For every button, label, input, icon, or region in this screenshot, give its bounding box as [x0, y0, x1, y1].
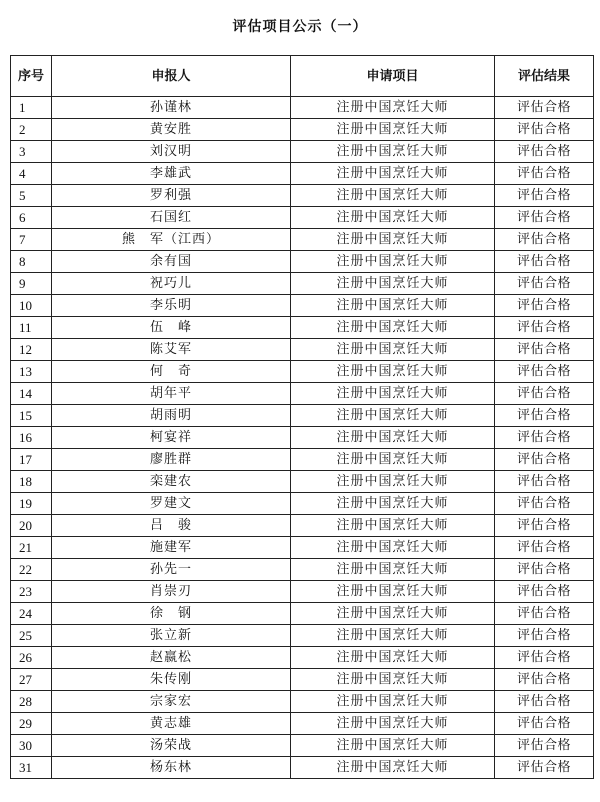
cell-applicant: 赵嬴松 [52, 647, 291, 669]
table-row [11, 427, 594, 449]
cell-result: 评估合格 [495, 757, 594, 779]
cell-project: 注册中国烹饪大师 [291, 669, 495, 691]
cell-project: 注册中国烹饪大师 [291, 295, 495, 317]
table-row [11, 735, 594, 757]
cell-no: 22 [11, 559, 52, 581]
cell-result: 评估合格 [495, 339, 594, 361]
cell-project: 注册中国烹饪大师 [291, 625, 495, 647]
cell-applicant: 伍 峰 [52, 317, 291, 339]
cell-result: 评估合格 [495, 361, 594, 383]
cell-no: 9 [11, 273, 52, 295]
cell-no: 18 [11, 471, 52, 493]
table-row [11, 647, 594, 669]
cell-result: 评估合格 [495, 97, 594, 119]
cell-applicant: 柯宴祥 [52, 427, 291, 449]
table-row [11, 361, 594, 383]
cell-no: 14 [11, 383, 52, 405]
cell-project: 注册中国烹饪大师 [291, 713, 495, 735]
cell-no: 12 [11, 339, 52, 361]
table-row [11, 449, 594, 471]
cell-project: 注册中国烹饪大师 [291, 647, 495, 669]
table-row [11, 515, 594, 537]
cell-no: 10 [11, 295, 52, 317]
cell-project: 注册中国烹饪大师 [291, 691, 495, 713]
cell-result: 评估合格 [495, 251, 594, 273]
cell-applicant: 余有国 [52, 251, 291, 273]
cell-applicant: 吕 骏 [52, 515, 291, 537]
cell-project: 注册中国烹饪大师 [291, 427, 495, 449]
table-row [11, 295, 594, 317]
cell-applicant: 李雄武 [52, 163, 291, 185]
cell-no: 1 [11, 97, 52, 119]
table-row [11, 97, 594, 119]
cell-applicant: 胡年平 [52, 383, 291, 405]
cell-applicant: 栾建农 [52, 471, 291, 493]
cell-applicant: 孙先一 [52, 559, 291, 581]
cell-result: 评估合格 [495, 163, 594, 185]
cell-result: 评估合格 [495, 581, 594, 603]
cell-no: 13 [11, 361, 52, 383]
cell-project: 注册中国烹饪大师 [291, 229, 495, 251]
cell-applicant: 何 奇 [52, 361, 291, 383]
table-row [11, 713, 594, 735]
cell-result: 评估合格 [495, 229, 594, 251]
cell-applicant: 陈艾军 [52, 339, 291, 361]
cell-project: 注册中国烹饪大师 [291, 97, 495, 119]
cell-project: 注册中国烹饪大师 [291, 317, 495, 339]
page-title: 评估项目公示（一） [232, 19, 368, 35]
cell-result: 评估合格 [495, 515, 594, 537]
cell-no: 30 [11, 735, 52, 757]
table-row [11, 185, 594, 207]
table-row [11, 625, 594, 647]
table-row [11, 471, 594, 493]
cell-result: 评估合格 [495, 317, 594, 339]
cell-no: 16 [11, 427, 52, 449]
cell-applicant: 黄志雄 [52, 713, 291, 735]
cell-project: 注册中国烹饪大师 [291, 537, 495, 559]
cell-no: 31 [11, 757, 52, 779]
cell-no: 17 [11, 449, 52, 471]
cell-result: 评估合格 [495, 383, 594, 405]
table-header-row [11, 56, 594, 97]
cell-applicant: 罗建文 [52, 493, 291, 515]
table-row [11, 273, 594, 295]
table-row [11, 669, 594, 691]
cell-no: 6 [11, 207, 52, 229]
cell-project: 注册中国烹饪大师 [291, 757, 495, 779]
cell-no: 25 [11, 625, 52, 647]
cell-project: 注册中国烹饪大师 [291, 449, 495, 471]
cell-result: 评估合格 [495, 735, 594, 757]
table-row [11, 405, 594, 427]
cell-project: 注册中国烹饪大师 [291, 251, 495, 273]
cell-no: 21 [11, 537, 52, 559]
table-row [11, 119, 594, 141]
cell-no: 19 [11, 493, 52, 515]
cell-no: 15 [11, 405, 52, 427]
table-row [11, 493, 594, 515]
cell-project: 注册中国烹饪大师 [291, 515, 495, 537]
cell-no: 3 [11, 141, 52, 163]
table-row [11, 581, 594, 603]
cell-project: 注册中国烹饪大师 [291, 163, 495, 185]
table-row [11, 339, 594, 361]
cell-no: 28 [11, 691, 52, 713]
cell-applicant: 廖胜群 [52, 449, 291, 471]
cell-project: 注册中国烹饪大师 [291, 471, 495, 493]
cell-project: 注册中国烹饪大师 [291, 361, 495, 383]
cell-applicant: 胡雨明 [52, 405, 291, 427]
cell-no: 20 [11, 515, 52, 537]
cell-result: 评估合格 [495, 141, 594, 163]
cell-applicant: 黄安胜 [52, 119, 291, 141]
cell-applicant: 徐 钢 [52, 603, 291, 625]
table-row [11, 603, 594, 625]
cell-project: 注册中国烹饪大师 [291, 119, 495, 141]
cell-result: 评估合格 [495, 493, 594, 515]
cell-result: 评估合格 [495, 691, 594, 713]
cell-project: 注册中国烹饪大师 [291, 493, 495, 515]
cell-applicant: 宗家宏 [52, 691, 291, 713]
header-item: 申请项目 [291, 56, 495, 97]
table-row [11, 207, 594, 229]
header-no: 序号 [11, 56, 52, 97]
cell-result: 评估合格 [495, 207, 594, 229]
cell-project: 注册中国烹饪大师 [291, 141, 495, 163]
cell-no: 7 [11, 229, 52, 251]
table-body [11, 97, 594, 779]
cell-no: 26 [11, 647, 52, 669]
cell-result: 评估合格 [495, 537, 594, 559]
cell-applicant: 张立新 [52, 625, 291, 647]
header-result: 评估结果 [495, 56, 594, 97]
cell-result: 评估合格 [495, 471, 594, 493]
assessment-table [10, 55, 594, 779]
cell-no: 11 [11, 317, 52, 339]
cell-result: 评估合格 [495, 625, 594, 647]
cell-project: 注册中国烹饪大师 [291, 273, 495, 295]
table-row [11, 757, 594, 779]
cell-no: 24 [11, 603, 52, 625]
cell-result: 评估合格 [495, 185, 594, 207]
cell-result: 评估合格 [495, 559, 594, 581]
cell-applicant: 石国红 [52, 207, 291, 229]
cell-project: 注册中国烹饪大师 [291, 383, 495, 405]
cell-result: 评估合格 [495, 427, 594, 449]
cell-applicant: 刘汉明 [52, 141, 291, 163]
table-row [11, 537, 594, 559]
table-row [11, 163, 594, 185]
cell-no: 2 [11, 119, 52, 141]
cell-no: 8 [11, 251, 52, 273]
cell-no: 27 [11, 669, 52, 691]
cell-project: 注册中国烹饪大师 [291, 339, 495, 361]
cell-result: 评估合格 [495, 273, 594, 295]
table-row [11, 229, 594, 251]
cell-project: 注册中国烹饪大师 [291, 581, 495, 603]
header-name: 申报人 [52, 56, 291, 97]
cell-result: 评估合格 [495, 713, 594, 735]
cell-applicant: 孙谨林 [52, 97, 291, 119]
cell-no: 4 [11, 163, 52, 185]
table-row [11, 383, 594, 405]
cell-project: 注册中国烹饪大师 [291, 207, 495, 229]
cell-project: 注册中国烹饪大师 [291, 559, 495, 581]
table-row [11, 317, 594, 339]
cell-no: 5 [11, 185, 52, 207]
table-row [11, 141, 594, 163]
cell-result: 评估合格 [495, 647, 594, 669]
cell-result: 评估合格 [495, 669, 594, 691]
cell-result: 评估合格 [495, 295, 594, 317]
cell-applicant: 汤荣战 [52, 735, 291, 757]
cell-no: 29 [11, 713, 52, 735]
cell-applicant: 李乐明 [52, 295, 291, 317]
cell-result: 评估合格 [495, 603, 594, 625]
table-row [11, 251, 594, 273]
cell-no: 23 [11, 581, 52, 603]
cell-applicant: 肖崇刃 [52, 581, 291, 603]
cell-applicant: 祝巧儿 [52, 273, 291, 295]
cell-project: 注册中国烹饪大师 [291, 185, 495, 207]
cell-project: 注册中国烹饪大师 [291, 405, 495, 427]
cell-result: 评估合格 [495, 119, 594, 141]
table-row [11, 559, 594, 581]
cell-applicant: 罗利强 [52, 185, 291, 207]
cell-result: 评估合格 [495, 449, 594, 471]
cell-project: 注册中国烹饪大师 [291, 735, 495, 757]
cell-project: 注册中国烹饪大师 [291, 603, 495, 625]
cell-applicant: 熊 军（江西） [52, 229, 291, 251]
cell-applicant: 杨东林 [52, 757, 291, 779]
cell-result: 评估合格 [495, 405, 594, 427]
cell-applicant: 施建军 [52, 537, 291, 559]
cell-applicant: 朱传刚 [52, 669, 291, 691]
table-row [11, 691, 594, 713]
